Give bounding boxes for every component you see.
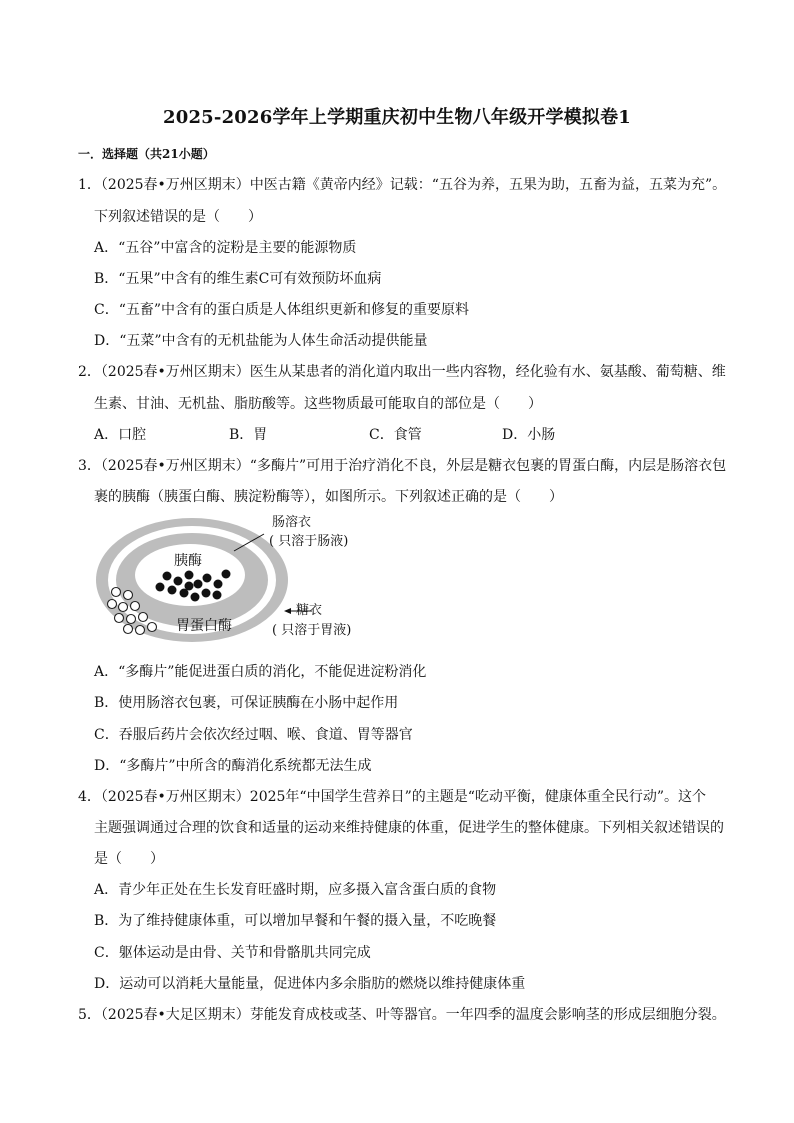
question-2-option-a: A．口腔 <box>94 427 147 443</box>
question-4-option-c: C．躯体运动是由骨、关节和骨骼肌共同完成 <box>94 945 371 961</box>
question-1-option-b: B．“五果”中含有的维生素C可有效预防坏血病 <box>94 271 382 287</box>
question-4-stem-cont-1: 主题强调通过合理的饮食和适量的运动来维持健康的体重，促进学生的整体健康。下列相关叙述错误的 <box>94 820 724 836</box>
question-3-option-b: B．使用肠溶衣包裹，可保证胰酶在小肠中起作用 <box>94 695 399 711</box>
question-4-option-b: B．为了维持健康体重，可以增加早餐和午餐的摄入量，不吃晚餐 <box>94 913 497 929</box>
question-3-option-a: A．“多酶片”能促进蛋白质的消化，不能促进淀粉消化 <box>94 664 427 680</box>
callout-sugar-label: 糖衣 <box>296 603 323 618</box>
page-title: 2025-2026学年上学期重庆初中生物八年级开学模拟卷1 <box>163 107 631 128</box>
inner-label: 胰酶 <box>174 553 202 569</box>
question-2-option-c: C．食管 <box>369 427 422 443</box>
question-4-stem-cont-2: 是（ ） <box>94 851 164 867</box>
callout-enteric-note: ( 只溶于肠液) <box>269 534 349 549</box>
multi-enzyme-tablet-figure <box>94 513 384 645</box>
question-1-stem: 1．（2025春•万州区期末）中医古籍《黄帝内经》记载：“五谷为养，五果为助，五畜为益，五菜为充”。 <box>78 177 727 193</box>
question-2-option-d: D．小肠 <box>502 427 556 443</box>
question-4-option-d: D．运动可以消耗大量能量，促进体内多余脂肪的燃烧以维持健康体重 <box>94 976 526 992</box>
question-1-stem-cont: 下列叙述错误的是（ ） <box>94 209 262 225</box>
question-3-option-d: D．“多酶片”中所含的酶消化系统都无法生成 <box>94 758 372 774</box>
question-4-stem: 4．（2025春•万州区期末）2025年“中国学生营养日”的主题是“吃动平衡，健康体重全民行动”。这个 <box>78 789 707 805</box>
question-3-stem-cont: 裹的胰酶（胰蛋白酶、胰淀粉酶等），如图所示。下列叙述正确的是（ ） <box>94 489 563 505</box>
question-1-option-c: C．“五畜”中含有的蛋白质是人体组织更新和修复的重要原料 <box>94 302 470 318</box>
callout-sugar-note: ( 只溶于胃液) <box>272 623 352 638</box>
question-1-option-a: A．“五谷”中富含的淀粉是主要的能源物质 <box>94 240 357 256</box>
question-2-stem: 2．（2025春•万州区期末）医生从某患者的消化道内取出一些内容物，经化验有水、氨基酸、葡萄糖、维 <box>78 364 726 380</box>
question-2-option-b: B．胃 <box>229 427 268 443</box>
question-3-stem: 3．（2025春•万州区期末）“多酶片”可用于治疗消化不良，外层是糖衣包裹的胃蛋白酶，内层是肠溶衣包 <box>78 458 727 474</box>
question-1-option-d: D．“五菜”中含有的无机盐能为人体生命活动提供能量 <box>94 333 428 349</box>
arrowhead-sugar <box>284 608 291 614</box>
question-2-stem-cont: 生素、甘油、无机盐、脂肪酸等。这些物质最可能取自的部位是（ ） <box>94 396 542 412</box>
callout-enteric-label: 肠溶衣 <box>272 515 312 530</box>
question-4-option-a: A．青少年正处在生长发育旺盛时期，应多摄入富含蛋白质的食物 <box>94 882 497 898</box>
section-heading: 一．选择题（共21小题） <box>78 147 215 161</box>
question-3-option-c: C．吞服后药片会依次经过咽、喉、食道、胃等器官 <box>94 727 413 743</box>
question-5-stem: 5．（2025春•大足区期末）芽能发育成枝或茎、叶等器官。一年四季的温度会影响茎的形成层细胞分裂。 <box>78 1007 726 1023</box>
outer-label: 胃蛋白酶 <box>176 618 232 634</box>
